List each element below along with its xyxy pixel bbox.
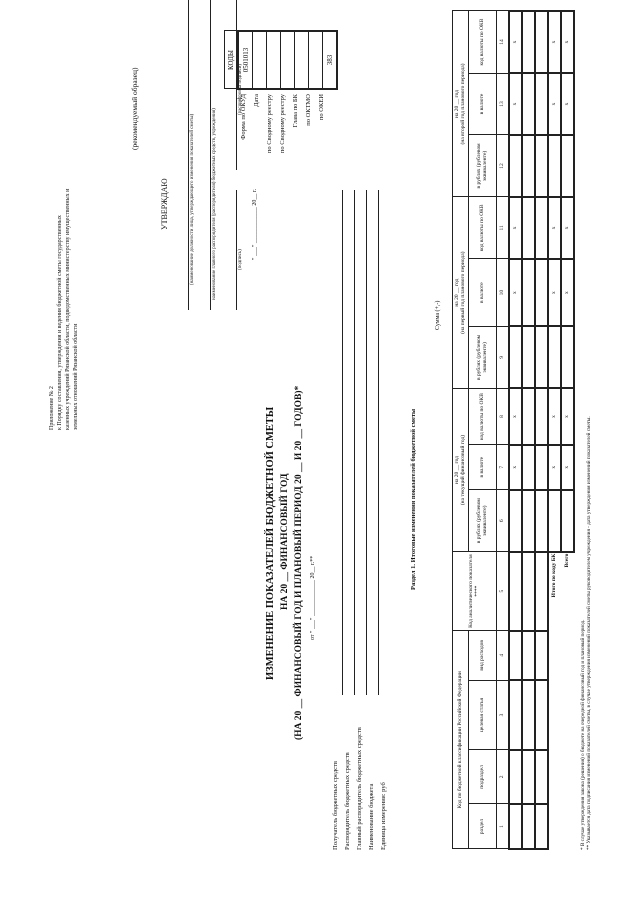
appendix-block <box>48 189 80 430</box>
footnote-2: ** Указывается дата подписания изменений показателей сметы, в случае утверждения изменений показателей сметы руководителем учреждения - дата утверждения изменений показателей сметы. <box>586 416 592 850</box>
table-row <box>535 11 548 849</box>
x-mark: х <box>548 73 561 135</box>
code-value-okud: 0501013 <box>238 31 253 89</box>
col-num: 13 <box>496 73 509 135</box>
x-mark: х <box>561 388 574 444</box>
cell <box>561 490 574 552</box>
appendix-line-3: казенных учреждений Рязанской области, подведомственных министерству имущественных и <box>65 188 72 430</box>
col-num: 5 <box>496 552 509 631</box>
cell <box>535 631 548 681</box>
x-mark: х <box>548 11 561 73</box>
total-bk-label: Итого по коду БК <box>551 553 558 598</box>
cell <box>535 11 548 73</box>
cell <box>522 135 535 197</box>
footnotes <box>580 416 592 850</box>
codes-header: КОДЫ <box>225 31 239 89</box>
code-value-oktmo <box>309 31 323 89</box>
cell <box>509 680 522 750</box>
sign-line <box>236 190 237 310</box>
y3-okv: код валюты по ОКВ <box>468 11 496 73</box>
y1-cur: в валюте <box>468 445 496 490</box>
appendix-line-2: к Порядку составления, утверждения и ведения бюджетной сметы государственных <box>57 215 64 430</box>
x-mark: х <box>548 388 561 444</box>
cell <box>522 804 535 849</box>
x-mark: х <box>561 445 574 490</box>
bk-col-subsection: подраздел <box>468 750 496 804</box>
appendix-line-4: земельных отношений Рязанской области <box>73 323 80 430</box>
cell <box>522 445 535 490</box>
col-num: 4 <box>496 631 509 681</box>
cell <box>535 552 548 631</box>
label-budget-name: Наименование бюджета <box>368 783 375 850</box>
cell <box>509 490 522 552</box>
label-distributor: Распорядитель бюджетных средств <box>344 752 351 850</box>
cell <box>522 552 535 631</box>
col-num: 2 <box>496 750 509 804</box>
x-mark: х <box>548 445 561 490</box>
code-label-oktmo: по ОКТМО <box>305 94 312 126</box>
x-mark: х <box>561 73 574 135</box>
document-title: ИЗМЕНЕНИЕ ПОКАЗАТЕЛЕЙ БЮДЖЕТНОЙ СМЕТЫ <box>265 406 276 680</box>
cell <box>522 73 535 135</box>
document-subtitle-2: (НА 20 __ ФИНАНСОВЫЙ ГОД И ПЛАНОВЫЙ ПЕРИОД 20 __ И 20 __ ГОДОВ)* <box>294 385 304 740</box>
x-mark: х <box>561 197 574 259</box>
col-num: 12 <box>496 135 509 197</box>
code-value-registry-1 <box>267 31 281 89</box>
approve-line-1 <box>188 0 189 310</box>
year-2-label: на 20 __ год <box>454 278 460 307</box>
approve-title: УТВЕРЖДАЮ <box>160 178 169 230</box>
col-num: 3 <box>496 680 509 750</box>
section-title: Раздел 1. Итоговые изменения показателей бюджетной сметы <box>410 408 417 590</box>
cell <box>522 197 535 259</box>
col-num: 7 <box>496 445 509 490</box>
document-date: от " ___" ____________ 20__ г.** <box>310 555 316 640</box>
col-num: 8 <box>496 388 509 444</box>
code-label-chapter-bk: Глава по БК <box>292 94 299 128</box>
code-value-registry-2 <box>281 31 295 89</box>
sample-label: (рекомендуемый образец) <box>130 67 139 150</box>
cell <box>535 445 548 490</box>
x-mark: х <box>509 259 522 327</box>
approve-caption-1: (наименование должности лица, утверждающего изменения показателей сметы) <box>190 113 195 285</box>
cell <box>509 326 522 388</box>
table-row <box>522 11 535 849</box>
label-recipient: Получатель бюджетных средств <box>332 761 339 850</box>
cell <box>535 804 548 849</box>
total-row <box>561 11 574 849</box>
fill-line-budget-name <box>378 190 379 695</box>
code-label-okud: Форма по ОКУД <box>240 94 247 140</box>
cell <box>535 490 548 552</box>
code-value-okei: 383 <box>323 31 338 89</box>
col-num: 14 <box>496 11 509 73</box>
analytic-header: Код аналитического показателя **** <box>453 552 497 631</box>
col-num: 9 <box>496 326 509 388</box>
document-subtitle-1: НА 20 __ ФИНАНСОВЫЙ ГОД <box>280 473 290 610</box>
cell <box>522 490 535 552</box>
cell <box>535 197 548 259</box>
sign-caption: (подпись) <box>238 249 243 270</box>
y1-okv: код валюты по ОКВ <box>468 388 496 444</box>
code-label-date: Дата <box>253 94 260 107</box>
label-main-distributor: Главный распорядитель бюджетных средств <box>356 727 363 850</box>
x-mark: х <box>509 73 522 135</box>
bk-col-section: раздел <box>468 804 496 849</box>
cell <box>522 326 535 388</box>
col-num: 11 <box>496 197 509 259</box>
y1-rub: в рублях (рублевом эквиваленте) <box>468 490 496 552</box>
bk-col-kind: вид расходов <box>468 631 496 681</box>
year-1-sub: (на текущий финансовый год) <box>460 434 467 506</box>
cell <box>548 490 561 552</box>
cell <box>522 11 535 73</box>
label-unit: Единица измерения: руб <box>380 782 387 850</box>
cell <box>509 631 522 681</box>
cell <box>548 326 561 388</box>
bk-col-target: целевая статья <box>468 680 496 750</box>
approve-line-2 <box>210 0 211 310</box>
cell <box>522 388 535 444</box>
cell <box>522 680 535 750</box>
code-label-okei: по ОКЕИ <box>318 94 325 121</box>
approve-caption-2: наименование главного распорядителя (распорядителя) бюджетных средств, учреждения) <box>212 108 217 300</box>
y3-rub: в рублях (рублевом эквиваленте) <box>468 135 496 197</box>
cell <box>561 326 574 388</box>
approve-date: " ___" ____________ 20__ г. <box>252 188 258 260</box>
y2-cur: в валюте <box>468 259 496 327</box>
cell <box>522 631 535 681</box>
total-label: Всего <box>563 553 570 568</box>
cell <box>535 680 548 750</box>
cell <box>522 259 535 327</box>
cell <box>561 135 574 197</box>
x-mark: х <box>509 388 522 444</box>
x-mark: х <box>561 259 574 327</box>
cell <box>509 750 522 804</box>
table-row <box>509 11 522 849</box>
rotated-page <box>40 0 600 870</box>
year-3-label: на 20 __ год <box>454 89 460 118</box>
cell <box>535 388 548 444</box>
y3-cur: в валюте <box>468 73 496 135</box>
code-label-registry-2: по Сводному реестру <box>279 94 286 154</box>
cell <box>522 750 535 804</box>
code-label-registry-1: по Сводному реестру <box>266 94 273 154</box>
code-value-chapter-bk <box>295 31 309 89</box>
fill-line-main-distributor <box>366 190 367 695</box>
footnote-1: * В случае утверждения закона (решения) о бюджете на очередной финансовый год и плановый период. <box>580 619 586 850</box>
cell <box>535 135 548 197</box>
x-mark: х <box>509 197 522 259</box>
col-num: 6 <box>496 490 509 552</box>
year-3-sub: (на второй год планового периода) <box>460 63 467 145</box>
x-mark: х <box>509 11 522 73</box>
cell <box>535 750 548 804</box>
x-mark: х <box>509 445 522 490</box>
year-1-label: на 20 __ год <box>454 456 460 485</box>
fill-line-distributor <box>354 190 355 695</box>
name-caption: (расшифровка подписи) <box>238 63 243 115</box>
bk-header: Код по бюджетной классификации Российской Федерации <box>453 631 469 849</box>
x-mark: х <box>548 197 561 259</box>
year-2-sub: (на первый год планового периода) <box>460 251 467 334</box>
y2-okv: код валюты по ОКВ <box>468 197 496 259</box>
x-mark: х <box>548 259 561 327</box>
cell <box>509 552 522 631</box>
appendix-line-1: Приложение № 2 <box>49 386 55 430</box>
col-num: 10 <box>496 259 509 327</box>
code-value-date <box>253 31 267 89</box>
cell <box>535 326 548 388</box>
year-1-head <box>453 388 469 551</box>
sum-label: Сумма (+,-) <box>435 300 441 330</box>
year-2-head <box>453 197 469 388</box>
fill-line-recipient <box>342 190 343 695</box>
codes-table <box>224 30 338 90</box>
changes-table <box>452 10 575 850</box>
cell <box>548 135 561 197</box>
cell <box>509 135 522 197</box>
cell <box>535 259 548 327</box>
cell <box>535 73 548 135</box>
y2-rub: в рублях (рублевом эквиваленте) <box>468 326 496 388</box>
x-mark: х <box>561 11 574 73</box>
year-3-head <box>453 11 469 197</box>
cell <box>509 804 522 849</box>
total-bk-row <box>548 11 561 849</box>
col-num: 1 <box>496 804 509 849</box>
